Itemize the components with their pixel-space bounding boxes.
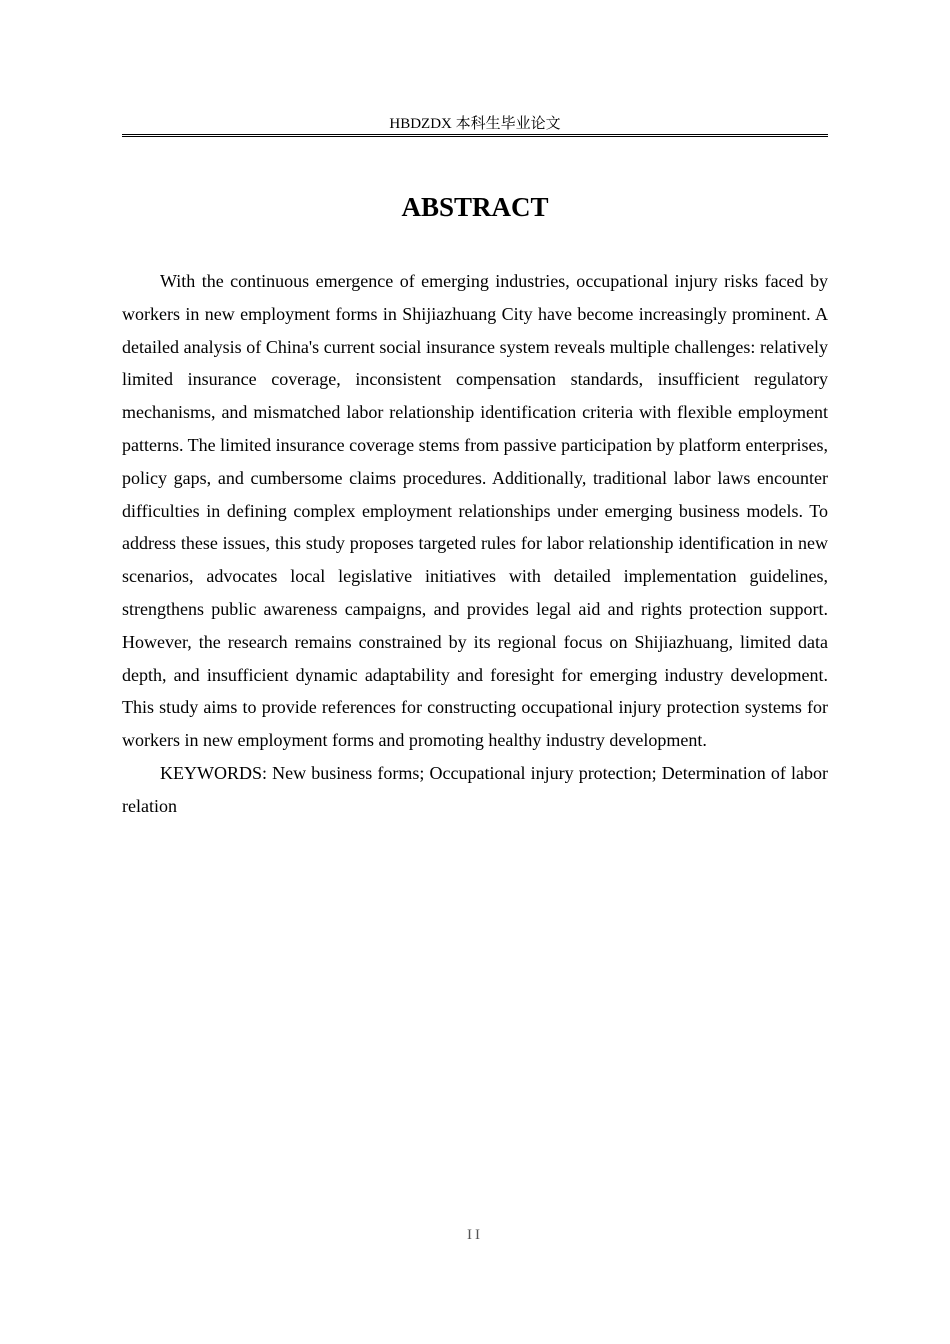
- page-number: II: [467, 1227, 483, 1243]
- abstract-title: ABSTRACT: [401, 192, 549, 222]
- abstract-body: [122, 265, 828, 823]
- keywords-line: KEYWORDS: New business forms; Occupational injury protection; Determination of labor relation: [122, 762, 828, 816]
- header-rule: [122, 134, 828, 137]
- abstract-paragraph: With the continuous emergence of emerging industries, occupational injury risks faced by workers in new employment forms in Shijiazhuang City have become increasingly prominent. A detailed analysis of China's current social insurance system reveals multiple challenges: relatively limited insurance coverage, inconsistent compensation standards, insufficient regulatory mechanisms, and mismatched labor relationship identification criteria with flexible employment patterns. The limited insurance coverage stems from passive participation by platform enterprises, policy gaps, and cumbersome claims procedures. Additionally, traditional labor laws encounter difficulties in defining complex employment relationships under emerging business models. To address these issues, this study proposes targeted rules for labor relationship identification in new scenarios, advocates local legislative initiatives with detailed implementation guidelines, strengthens public awareness campaigns, and provides legal aid and rights protection support. However, the research remains constrained by its regional focus on Shijiazhuang, limited data depth, and insufficient dynamic adaptability and foresight for emerging industry development. This study aims to provide references for constructing occupational injury protection systems for workers in new employment forms and promoting healthy industry development.: [122, 271, 828, 751]
- running-header: HBDZDX 本科生毕业论文: [389, 116, 561, 132]
